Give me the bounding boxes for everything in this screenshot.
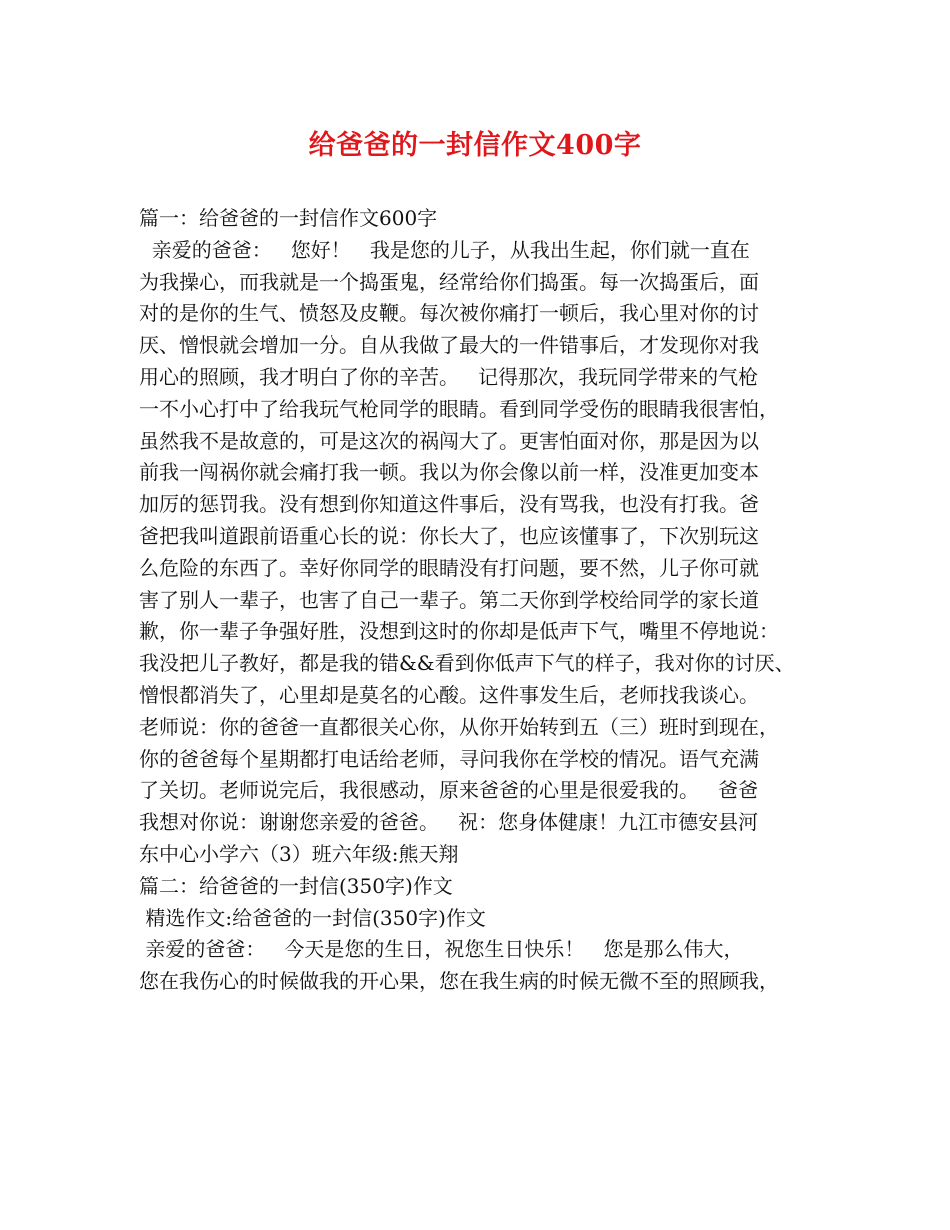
text-line: 篇一：给爸爸的一封信作文600字 [139,206,438,230]
text-line: 亲爱的爸爸： 您好！ 我是您的儿子，从我出生起，你们就一直在 [139,237,750,262]
text-line: 为我操心，而我就是一个捣蛋鬼，经常给你们捣蛋。每一次捣蛋后，面 [139,269,759,294]
document-body [139,203,829,998]
text-line: 对的是你的生气、愤怒及皮鞭。每次被你痛打一顿后，我心里对你的讨 [139,301,759,326]
text-line: 用心的照顾，我才明白了你的辛苦。 记得那次，我玩同学带来的气枪 [139,364,759,389]
document-title: 给爸爸的一封信作文400字 [308,130,642,161]
text-line: 了关切。老师说完后，我很感动，原来爸爸的心里是很爱我的。 爸爸 [139,778,759,803]
text-line: 虽然我不是故意的，可是这次的祸闯大了。更害怕面对你，那是因为以 [139,428,759,453]
text-line: 精选作文:给爸爸的一封信(350字)作文 [139,905,486,930]
text-line: 憎恨都消失了，心里却是莫名的心酸。这件事发生后，老师找我谈心。 [139,682,759,707]
text-line: 厌、憎恨就会增加一分。自从我做了最大的一件错事后，才发现你对我 [139,333,759,358]
text-line: 我没把儿子教好，都是我的错&&看到你低声下气的样子，我对你的讨厌、 [139,651,795,676]
text-line: 害了别人一辈子，也害了自己一辈子。第二天你到学校给同学的家长道 [139,587,759,612]
text-line: 前我一闯祸你就会痛打我一顿。我以为你会像以前一样，没准更加变本 [139,460,759,485]
text-line: 歉，你一辈子争强好胜，没想到这时的你却是低声下气，嘴里不停地说： [139,619,779,644]
text-line: 东中心小学六（3）班六年级:熊天翔 [139,841,459,866]
text-line: 么危险的东西了。幸好你同学的眼睛没有打问题，要不然，儿子你可就 [139,555,759,580]
text-line: 您在我伤心的时候做我的开心果，您在我生病的时候无微不至的照顾我， [139,969,779,994]
text-line: 加厉的惩罚我。没有想到你知道这件事后，没有骂我，也没有打我。爸 [139,492,759,517]
text-line: 亲爱的爸爸： 今天是您的生日，祝您生日快乐！ 您是那么伟大， [139,937,744,962]
text-line: 你的爸爸每个星期都打电话给老师，寻问我你在学校的情况。语气充满 [139,746,759,771]
text-line: 我想对你说：谢谢您亲爱的爸爸。 祝：您身体健康！九江市德安县河 [139,810,759,835]
text-line: 爸把我叫道跟前语重心长的说：你长大了，也应该懂事了，下次别玩这 [139,523,759,548]
text-line: 老师说：你的爸爸一直都很关心你，从你开始转到五（三）班时到现在， [139,714,779,739]
text-line: 篇二：给爸爸的一封信(350字)作文 [139,873,453,898]
text-line: 一不小心打中了给我玩气枪同学的眼睛。看到同学受伤的眼睛我很害怕， [139,396,779,421]
